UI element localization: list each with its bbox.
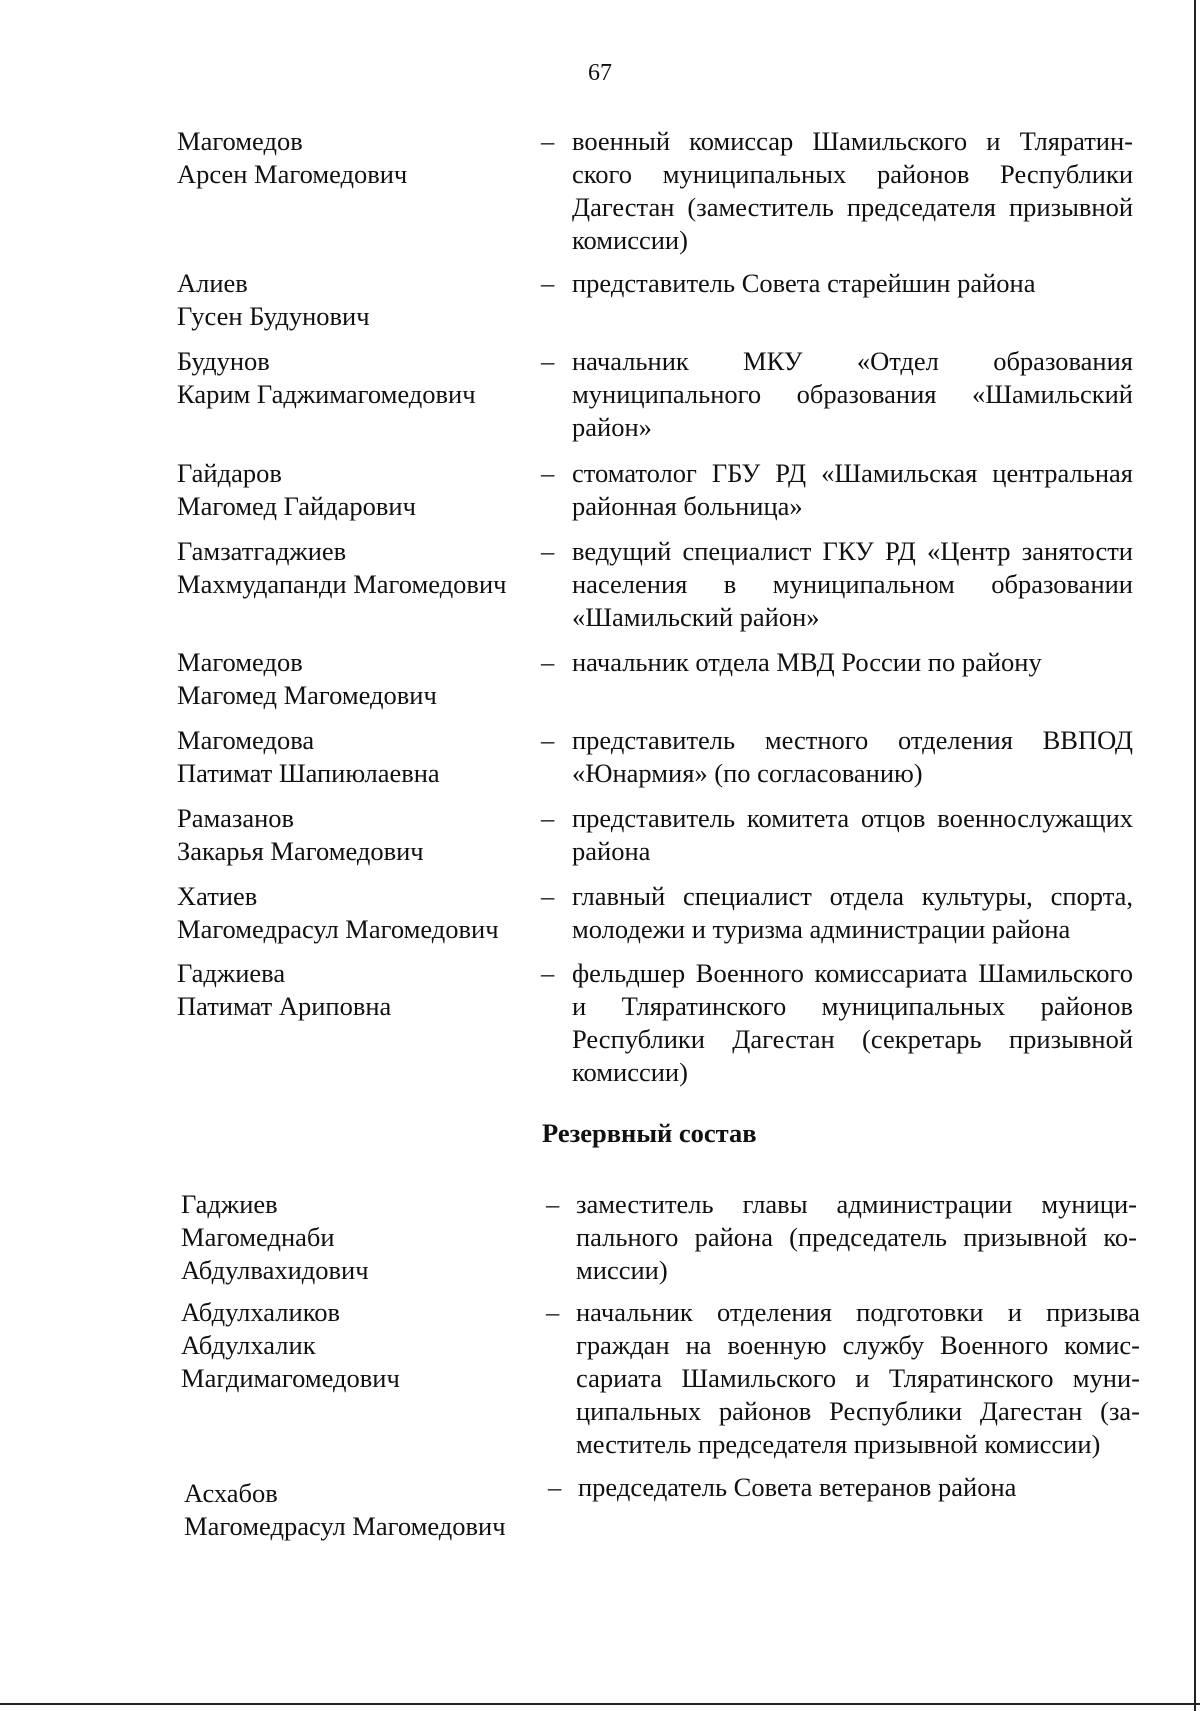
member-name: [177, 957, 537, 1023]
surname: Алиев: [177, 268, 248, 298]
given-names: Гусен Будунович: [177, 301, 370, 331]
member-name: [177, 724, 537, 790]
member-name: [181, 1188, 541, 1287]
member-role: представитель Совета старейшин района: [572, 268, 1036, 298]
member-role: начальник отдела МВД России по району: [572, 647, 1042, 677]
scan-border-right: [1194, 0, 1196, 1711]
dash: –: [541, 126, 555, 156]
member-role: главный специалист отдела культуры, спорта, молодежи и туризма администрации района: [572, 881, 1133, 944]
member-name: [177, 267, 537, 333]
given-names: Магомедрасул Магомедович: [177, 914, 499, 944]
given-names: Арсен Магомедович: [177, 159, 408, 189]
surname: Гаджиев: [181, 1189, 278, 1219]
surname: Гаджиева: [177, 958, 286, 988]
surname: Магомедов: [177, 126, 303, 156]
given-names: Магомедрасул Магомедович: [184, 1511, 506, 1541]
given-names: Магомед Магомедович: [177, 680, 437, 710]
given-names: Патимат Шапиюлаевна: [177, 758, 440, 788]
given-names: Махмудапанди Магомедович: [177, 569, 507, 599]
surname: Гамзатгаджиев: [177, 536, 347, 566]
surname: Хатиев: [177, 881, 258, 911]
member-name: [177, 802, 537, 868]
given-names: Закарья Магомедович: [177, 836, 424, 866]
member-name: [177, 880, 537, 946]
member-role: фельдшер Военного комиссариата Шамильского и Тляратинского муниципальных районов Республики Дагестан (секретарь призывной комиссии): [572, 958, 1133, 1087]
patronymic: Магдимагомедович: [181, 1363, 400, 1393]
member-role: представитель местного отделения ВВПОД «Юнармия» (по согласованию): [572, 725, 1133, 788]
dash: –: [548, 1472, 562, 1502]
page-number: 67: [588, 60, 612, 86]
member-name: [177, 646, 537, 712]
surname: Гайдаров: [177, 458, 282, 488]
given-names: Карим Гаджимагомедович: [177, 379, 476, 409]
given-names: Магомед Гайдарович: [177, 491, 416, 521]
member-role: начальник отделения подготовки и призыва граждан на военную службу Военного комиссариата Шамильского и Тляратинского муниципальных районов Республики Дагестан (заместитель председателя призывной комиссии): [576, 1297, 1140, 1459]
member-name: [177, 535, 537, 601]
surname: Магомедов: [177, 647, 303, 677]
surname: Будунов: [177, 346, 270, 376]
surname: Абдулхаликов: [181, 1297, 340, 1327]
dash: –: [541, 268, 555, 298]
dash: –: [541, 647, 555, 677]
dash: –: [541, 958, 555, 988]
member-name: [177, 125, 537, 191]
member-role: военный комиссар Шамильского и Тляратинского муниципальных районов Республики Дагестан (заместитель председателя призывной комиссии): [572, 126, 1133, 255]
dash: –: [541, 458, 555, 488]
member-name: [177, 345, 537, 411]
member-role: начальник МКУ «Отдел образования муниципального образования «Шамильский район»: [572, 346, 1133, 442]
dash: –: [546, 1189, 560, 1219]
dash: –: [541, 346, 555, 376]
member-role: стоматолог ГБУ РД «Шамильская центральная районная больница»: [572, 458, 1133, 521]
patronymic: Абдулвахидович: [181, 1255, 369, 1285]
surname: Рамазанов: [177, 803, 295, 833]
dash: –: [541, 725, 555, 755]
given-name: Абдулхалик: [181, 1330, 316, 1360]
surname: Асхабов: [184, 1478, 278, 1508]
member-role: председатель Совета ветеранов района: [578, 1472, 1017, 1502]
given-names: Патимат Ариповна: [177, 991, 392, 1021]
reserve-section-title: Резервный состав: [542, 1118, 757, 1148]
scan-border-bottom: [0, 1703, 1200, 1705]
given-name: Магомеднаби: [181, 1222, 335, 1252]
dash: –: [541, 881, 555, 911]
member-name: [184, 1477, 544, 1543]
member-name: [177, 457, 537, 523]
dash: –: [546, 1297, 560, 1327]
surname: Магомедова: [177, 725, 315, 755]
dash: –: [541, 536, 555, 566]
dash: –: [541, 803, 555, 833]
member-name: [181, 1296, 541, 1395]
member-role: представитель комитета отцов военнослужащих района: [572, 803, 1133, 866]
member-role: ведущий специалист ГКУ РД «Центр занятости населения в муниципальном образовании «Шамильский район»: [572, 536, 1133, 632]
member-role: заместитель главы администрации муниципального района (председатель призывной комиссии): [576, 1189, 1137, 1285]
